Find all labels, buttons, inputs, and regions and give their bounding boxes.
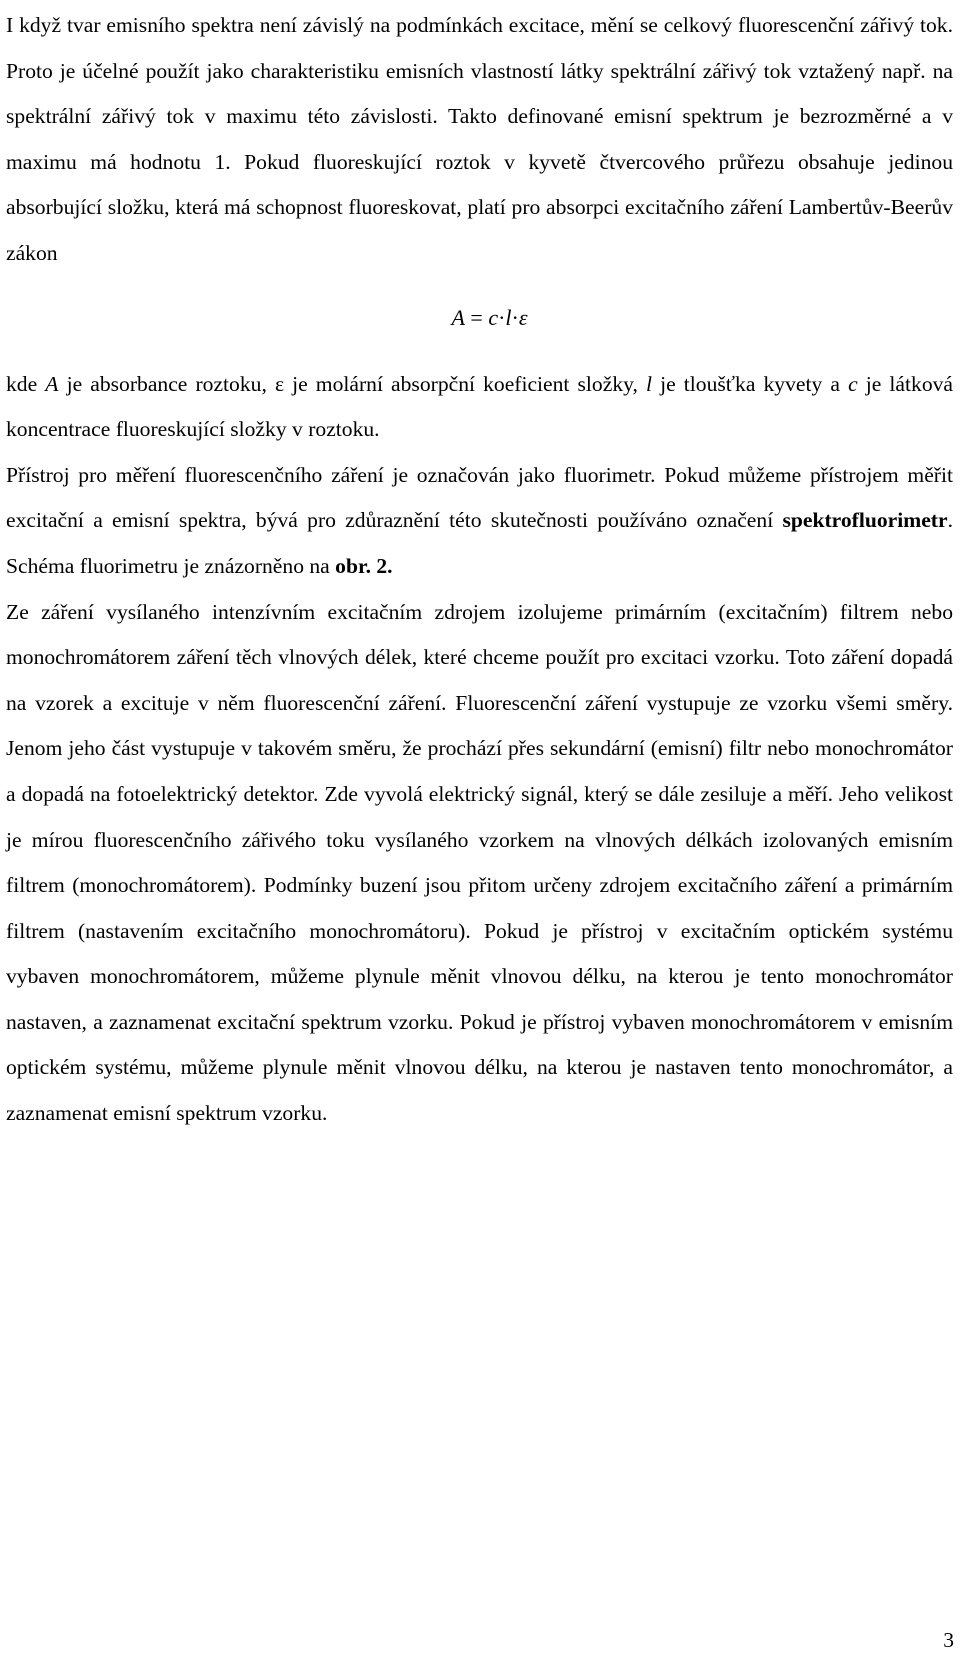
- lambert-beer-formula: [6, 295, 953, 340]
- definitions-text-3: je tloušťka kyvety a: [652, 371, 849, 396]
- document-page: [6, 3, 953, 1137]
- formula-length-symbol: l: [505, 304, 512, 330]
- formula-equals: =: [464, 304, 489, 330]
- formula-dot-1: ·: [498, 304, 506, 330]
- formula-absorbance-symbol: A: [451, 304, 465, 330]
- definitions-text-2: je absorbance roztoku, ε je molární absorpční koeficient složky,: [58, 371, 647, 396]
- definitions-symbol-a: A: [45, 371, 59, 396]
- formula-epsilon-symbol: ε: [518, 304, 528, 330]
- formula-concentration-symbol: c: [488, 304, 499, 330]
- paragraph-fluorimeter: [6, 453, 953, 590]
- formula-dot-2: ·: [511, 304, 519, 330]
- fluorimeter-text-2: . Schéma fluorimetru je znázorněno na: [6, 508, 953, 578]
- fluorimeter-text-1: Přístroj pro měření fluorescenčního záření je označován jako fluorimetr. Pokud můžeme přístrojem měřit excitační a emisní spektra, bývá pro zdůraznění této skutečnosti používáno označení: [6, 462, 953, 533]
- term-spektrofluorimetr: spektrofluorimetr: [782, 508, 948, 533]
- paragraph-formula-definitions: [6, 362, 953, 453]
- definitions-symbol-l: l: [646, 371, 653, 396]
- definitions-text-4: je látková koncentrace fluoreskující složky v roztoku.: [6, 371, 953, 442]
- definitions-text-1: kde: [6, 371, 46, 396]
- definitions-symbol-c: c: [848, 371, 858, 396]
- figure-reference: obr. 2.: [335, 553, 393, 578]
- paragraph-emission-spectrum: I když tvar emisního spektra není závislý na podmínkách excitace, mění se celkový fluorescenční zářivý tok. Proto je účelné použít jako charakteristiku emisních vlastností látky spektrální zářivý tok vztažený např. na spektrální zářivý tok v maximu této závislosti. Takto definované emisní spektrum je bezrozměrné a v maximu má hodnotu 1. Pokud fluoreskující roztok v kyvetě čtvercového průřezu obsahuje jedinou absorbující složku, která má schopnost fluoreskovat, platí pro absorpci excitačního záření Lambertův-Beerův zákon: [6, 13, 953, 265]
- page-number: 3: [943, 1628, 954, 1652]
- paragraph-fluorimeter-operation: Ze záření vysílaného intenzívním excitačním zdrojem izolujeme primárním (excitačním) filtrem nebo monochromátorem záření těch vlnových délek, které chceme použít pro excitaci vzorku. Toto záření dopadá na vzorek a excituje v něm fluorescenční záření. Fluorescenční záření vystupuje ze vzorku všemi směry. Jenom jeho část vystupuje v takovém směru, že prochází přes sekundární (emisní) filtr nebo monochromátor a dopadá na fotoelektrický detektor. Zde vyvolá elektrický signál, který se dále zesiluje a měří. Jeho velikost je mírou fluorescenčního zářivého toku vysílaného vzorkem na vlnových délkách izolovaných emisním filtrem (monochromátorem). Podmínky buzení jsou přitom určeny zdrojem excitačního záření a primárním filtrem (nastavením excitačního monochromátoru). Pokud je přístroj v excitačním optickém systému vybaven monochromátorem, můžeme plynule měnit vlnovou délku, na kterou je tento monochromátor nastaven, a zaznamenat excitační spektrum vzorku. Pokud je přístroj vybaven monochromátorem v emisním optickém systému, můžeme plynule měnit vlnovou délku, na kterou je nastaven tento monochromátor, a zaznamenat emisní spektrum vzorku.: [6, 599, 953, 1126]
